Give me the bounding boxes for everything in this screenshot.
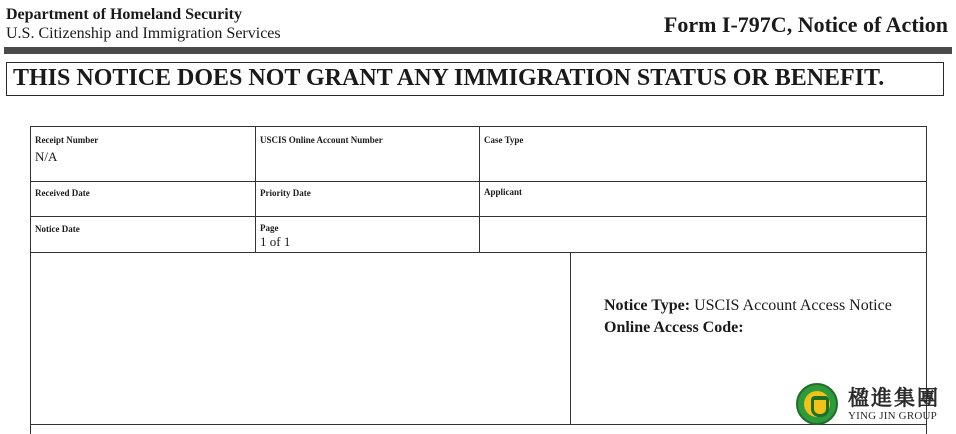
watermark-chinese-name: 楹進集團 — [848, 386, 940, 410]
form-title: Form I-797C, Notice of Action — [663, 12, 948, 37]
ying-jin-logo-icon — [796, 383, 838, 425]
grid-column-divider — [570, 252, 571, 424]
case-type-label: Case Type — [484, 135, 524, 145]
grid-row-divider — [31, 252, 926, 253]
notice-details — [604, 295, 904, 339]
priority-date-label: Priority Date — [260, 188, 311, 198]
page-value: 1 of 1 — [260, 234, 291, 249]
agency-header — [6, 6, 281, 44]
notice-fields-grid — [30, 126, 927, 434]
department-name: Department of Homeland Security — [6, 6, 242, 23]
applicant-label: Applicant — [484, 187, 523, 197]
watermark-english-name: YING JIN GROUP — [848, 410, 937, 422]
online-access-code-label: Online Access Code: — [604, 319, 744, 336]
header-divider — [4, 47, 952, 54]
receipt-number-value: N/A — [35, 149, 58, 164]
receipt-number-label: Receipt Number — [35, 135, 99, 145]
notice-type-label: Notice Type: — [604, 297, 691, 314]
grid-bottom-rule — [31, 424, 926, 425]
agency-name: U.S. Citizenship and Immigration Services — [6, 25, 281, 42]
notice-type-value: USCIS Account Access Notice — [694, 297, 892, 314]
received-date-label: Received Date — [35, 188, 90, 198]
status-disclaimer-banner: THIS NOTICE DOES NOT GRANT ANY IMMIGRATION STATUS OR BENEFIT. — [6, 62, 944, 96]
ying-jin-group-watermark — [796, 382, 956, 430]
grid-column-divider — [255, 127, 256, 252]
page-label: Page — [260, 223, 279, 233]
grid-column-divider — [479, 127, 480, 252]
notice-date-label: Notice Date — [35, 224, 80, 234]
online-account-number-label: USCIS Online Account Number — [260, 135, 383, 145]
